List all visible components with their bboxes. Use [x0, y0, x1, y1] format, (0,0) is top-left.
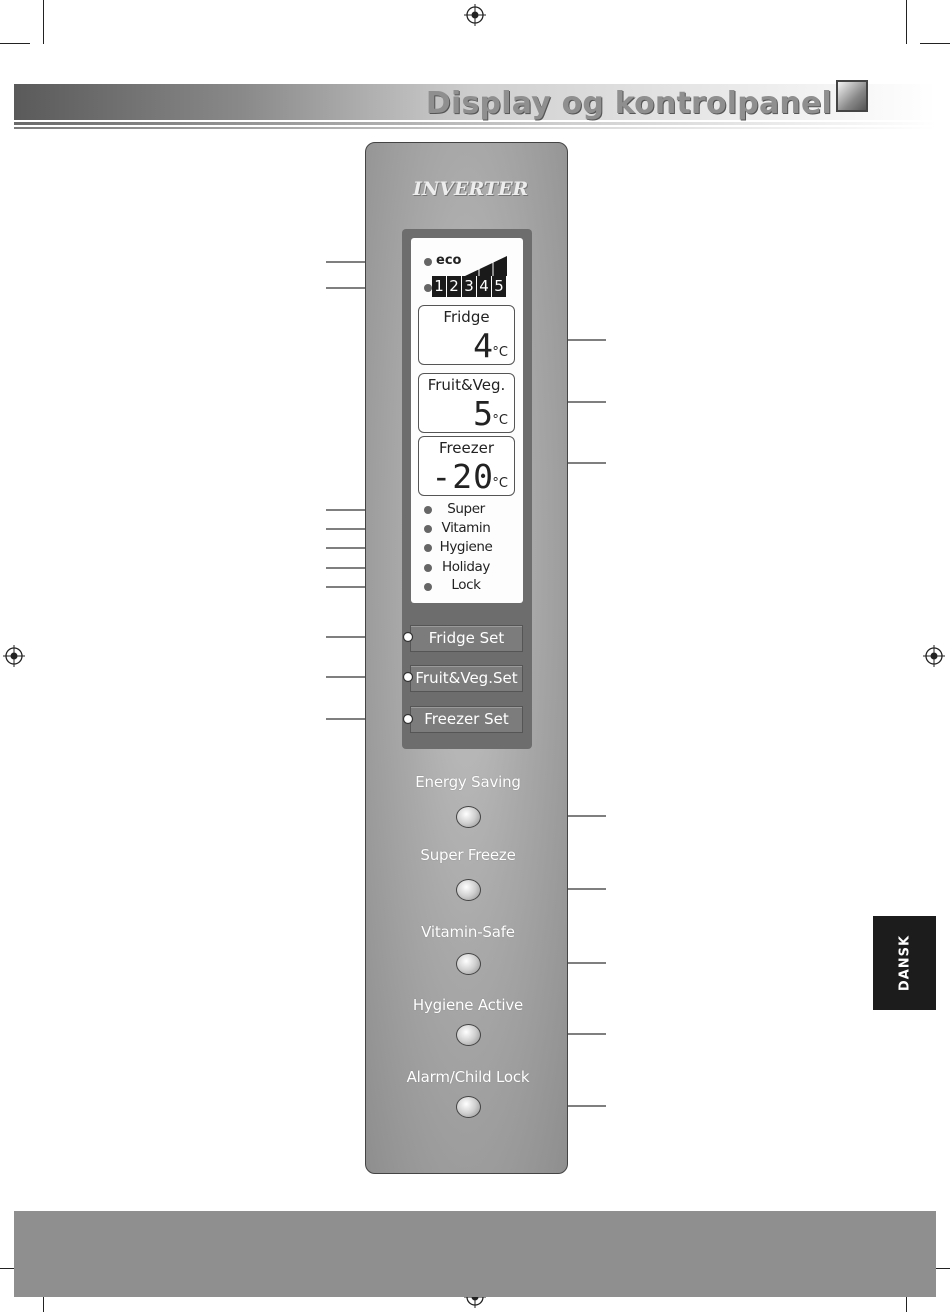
zone-temperature: 5	[473, 394, 494, 433]
zone-temperature: -20	[431, 457, 494, 496]
alarm-child-lock-label: Alarm/Child Lock	[406, 1068, 530, 1086]
zone-unit: °C	[492, 476, 508, 491]
mode-holiday: Holiday	[442, 559, 490, 575]
eco-levels	[432, 276, 507, 297]
footer-band	[14, 1211, 936, 1297]
zone-unit: °C	[492, 413, 508, 428]
zone-label: Freezer	[438, 439, 495, 457]
zone-temperature: 4	[473, 326, 494, 365]
page-title: Display og kontrolpanel	[425, 86, 832, 121]
super-freeze-button[interactable]	[456, 879, 481, 901]
mode-vitamin: Vitamin	[441, 520, 491, 536]
energy-saving-label: Energy Saving	[415, 773, 521, 791]
language-tab-label: DANSK	[897, 934, 912, 992]
mode-hygiene: Hygiene	[439, 539, 493, 555]
eco-level: 4	[477, 276, 491, 297]
freezer-set-button[interactable]: Freezer Set	[410, 706, 523, 733]
super-freeze-label: Super Freeze	[420, 846, 516, 864]
eco-label: eco	[436, 253, 462, 268]
energy-saving-button[interactable]	[456, 806, 481, 828]
freezer-temp-box	[418, 436, 515, 496]
hygiene-active-button[interactable]	[456, 1024, 481, 1046]
zone-unit: °C	[492, 345, 508, 360]
fridge-temp-box	[418, 305, 515, 365]
language-tab	[873, 916, 936, 1010]
hygiene-active-label: Hygiene Active	[412, 996, 524, 1014]
eco-level-wedge-icon	[465, 256, 507, 276]
inverter-logo: INVERTER	[413, 178, 529, 200]
fruit-veg-temp-box	[418, 373, 515, 433]
mode-super: Super	[447, 501, 485, 517]
eco-level: 5	[492, 276, 506, 297]
set-button-markers	[401, 630, 415, 726]
eco-level: 3	[462, 276, 476, 297]
zone-label: Fridge	[443, 308, 490, 326]
alarm-child-lock-button[interactable]	[456, 1096, 481, 1118]
mode-lock: Lock	[451, 577, 481, 593]
eco-level: 2	[447, 276, 461, 297]
eco-level: 1	[432, 276, 446, 297]
fridge-set-button[interactable]: Fridge Set	[410, 625, 523, 652]
zone-label: Fruit&Veg.	[427, 376, 506, 394]
vitamin-safe-button[interactable]	[456, 953, 481, 975]
vitamin-safe-label: Vitamin-Safe	[421, 923, 515, 941]
fruit-veg-set-button[interactable]: Fruit&Veg.Set	[410, 665, 523, 692]
